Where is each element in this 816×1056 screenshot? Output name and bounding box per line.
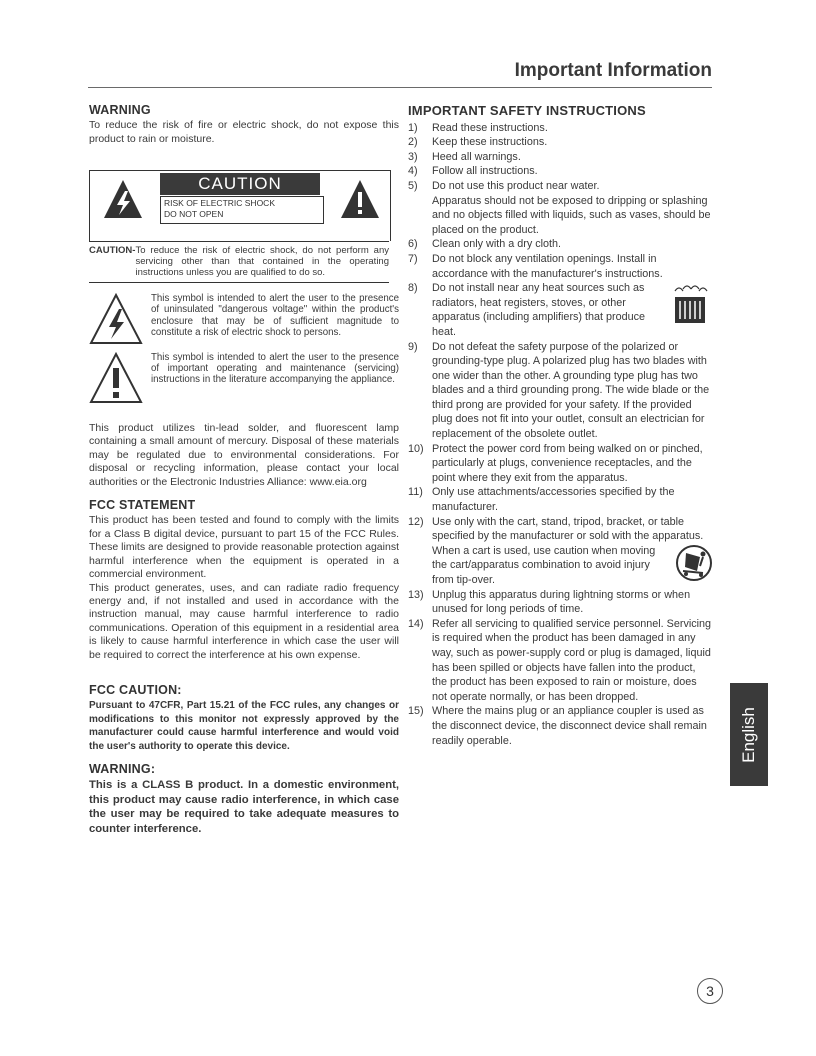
caution-title: CAUTION	[160, 173, 320, 195]
right-column	[408, 104, 713, 748]
warning-heading: WARNING	[89, 103, 151, 117]
cart-tip-over-icon	[675, 544, 713, 582]
symbol-bolt-row	[89, 293, 399, 349]
item-number: 1)	[408, 121, 418, 134]
language-tab	[730, 683, 768, 786]
safety-list	[408, 121, 713, 749]
list-item	[408, 442, 713, 486]
list-item	[408, 252, 713, 281]
fcc-statement-heading: FCC STATEMENT	[89, 498, 196, 513]
item-number: 4)	[408, 165, 418, 178]
left-column	[89, 104, 399, 836]
item-text: Protect the power cord from being walked on or pinched, particularly at plugs, convenience receptacles, and the point where they exit from the apparatus.	[432, 442, 703, 484]
list-item	[408, 485, 713, 514]
item-number: 12)	[408, 515, 424, 528]
list-item	[408, 515, 713, 588]
lightning-bolt-triangle-icon	[89, 293, 143, 345]
list-item	[408, 164, 713, 179]
item-text: Do not use this product near water.	[432, 179, 600, 192]
item-text: Refer all servicing to qualified service personnel. Servicing is required when the product has been damaged in any way, such as power-supply cord or plug is damaged, liquid has been spilled or objects have fallen into the product, the product has been exposed to rain or moisture, does not operate normally, or has been dropped.	[432, 617, 712, 703]
exclamation-triangle-icon	[89, 352, 143, 404]
excl-symbol-text: This symbol is intended to alert the user to the presence of important operating and maintenance (servicing) instructions in the literature accompanying the appliance.	[151, 351, 399, 386]
item-text: Unplug this apparatus during lightning storms or when unused for long periods of time.	[432, 588, 691, 616]
item-number: 9)	[408, 340, 418, 353]
list-item	[408, 588, 713, 617]
item-number: 5)	[408, 179, 418, 192]
item-extra-text: Apparatus should not be exposed to dripping or splashing and no objects filled with liquids, such as vases, should be placed on the product.	[432, 194, 711, 236]
list-item	[408, 704, 713, 748]
list-item	[408, 340, 713, 442]
item-text: Use only with the cart, stand, tripod, bracket, or table specified by the manufacturer or sold with the apparatus.	[432, 515, 704, 543]
list-item	[408, 617, 713, 705]
safety-heading: IMPORTANT SAFETY INSTRUCTIONS	[408, 103, 646, 118]
item-text: Keep these instructions.	[432, 136, 548, 149]
warning2-text: This is a CLASS B product. In a domestic environment, this product may cause radio interference, in which case the user may be required to take adequate measures to counter interference.	[89, 779, 399, 835]
list-item	[408, 121, 713, 136]
item-number: 3)	[408, 150, 418, 163]
caution-notice-text: To reduce the risk of electric shock, do not perform any servicing other than that contained in the operating instructions unless you are qualified to do so.	[135, 245, 389, 279]
item-extra-text: When a cart is used, use caution when moving the cart/apparatus combination to avoid injury from tip-over.	[432, 544, 656, 586]
caution-label: CAUTION-	[89, 245, 136, 257]
item-text: Do not install near any heat sources such as radiators, heat registers, stoves, or other apparatus (including amplifiers) that produce heat.	[432, 282, 646, 338]
item-text: Where the mains plug or an appliance coupler is used as the disconnect device, the disconnect device shall remain readily operable.	[432, 705, 707, 747]
item-text: Do not defeat the safety purpose of the polarized or grounding-type plug. A polarized plug has two blades with one wider than the other. A grounding type plug has two blades and a third grounding prong. The wide blade or the third prong are provided for your safety. If the provided plug does not fit into your outlet, consult an electrician for replacement of the obsolete outlet.	[432, 340, 710, 441]
header-divider	[88, 87, 712, 88]
symbol-excl-row	[89, 352, 399, 408]
item-number: 11)	[408, 486, 423, 499]
list-item	[408, 150, 713, 165]
item-text: Read these instructions.	[432, 121, 548, 134]
fcc-caution-text: Pursuant to 47CFR, Part 15.21 of the FCC rules, any changes or modifications to this monitor not expressly approved by the manufacturer could cause harmful interference and would void the user's authority to operate this device.	[89, 700, 399, 752]
list-item	[408, 237, 713, 252]
item-number: 10)	[408, 442, 424, 455]
caution-subtitle	[160, 196, 324, 224]
caution-box	[89, 170, 391, 241]
electric-shock-warning-icon	[103, 179, 143, 219]
bolt-symbol-text: This symbol is intended to alert the user to the presence of uninsulated "dangerous voltage" within the product's enclosure that may be of sufficient magnitude to constitute a risk of electric shock to persons.	[151, 293, 399, 338]
item-text: Only use attachments/accessories specified by the manufacturer.	[432, 486, 675, 514]
item-number: 2)	[408, 136, 418, 149]
fcc-caution-heading: FCC CAUTION:	[89, 682, 182, 697]
list-item	[408, 179, 713, 237]
exclamation-warning-icon	[340, 179, 380, 219]
page-number: 3	[697, 978, 723, 1004]
warning2-heading: WARNING:	[89, 761, 156, 776]
item-number: 15)	[408, 705, 424, 718]
item-text: Clean only with a dry cloth.	[432, 238, 562, 251]
item-text: Heed all warnings.	[432, 150, 521, 163]
item-text: Do not block any ventilation openings. Install in accordance with the manufacturer's instructions.	[432, 252, 663, 280]
language-tab-label: English	[739, 706, 758, 763]
caution-notice	[89, 241, 389, 283]
item-number: 6)	[408, 238, 418, 251]
item-number: 8)	[408, 282, 418, 295]
page-title: Important Information	[514, 60, 712, 81]
list-item	[408, 281, 713, 339]
caution-subtitle-line1: RISK OF ELECTRIC SHOCK	[164, 198, 275, 209]
fcc-statement-para2: This product generates, uses, and can radiate radio frequency energy and, if not installed and used in accordance with the instruction manual, may cause harmful interference to radio communications. Operation of this equipment in a residential area is likely to cause harmful interference in which case the user will be required to correct the interference at his own expense.	[89, 581, 399, 661]
item-number: 13)	[408, 588, 424, 601]
mercury-text: This product utilizes tin-lead solder, and fluorescent lamp containing a small amount of mercury. Disposal of these materials may be regulated due to environmental considerations. For disposal or recycling information, please contact your local authorities or the Electronic Industries Alliance: www.eia.org	[89, 422, 399, 488]
list-item	[408, 135, 713, 150]
item-number: 7)	[408, 252, 418, 265]
caution-subtitle-line2: DO NOT OPEN	[164, 209, 224, 220]
fcc-statement-para1: This product has been tested and found to comply with the limits for a Class B digital device, pursuant to part 15 of the FCC Rules. These limits are designed to provide reasonable protection against harmful interference when the equipment is operated in a commercial environment.	[89, 514, 399, 581]
item-number: 14)	[408, 617, 424, 630]
item-text: Follow all instructions.	[432, 165, 538, 178]
heater-icon	[665, 281, 713, 327]
warning-text: To reduce the risk of fire or electric shock, do not expose this product to rain or moisture.	[89, 119, 399, 145]
